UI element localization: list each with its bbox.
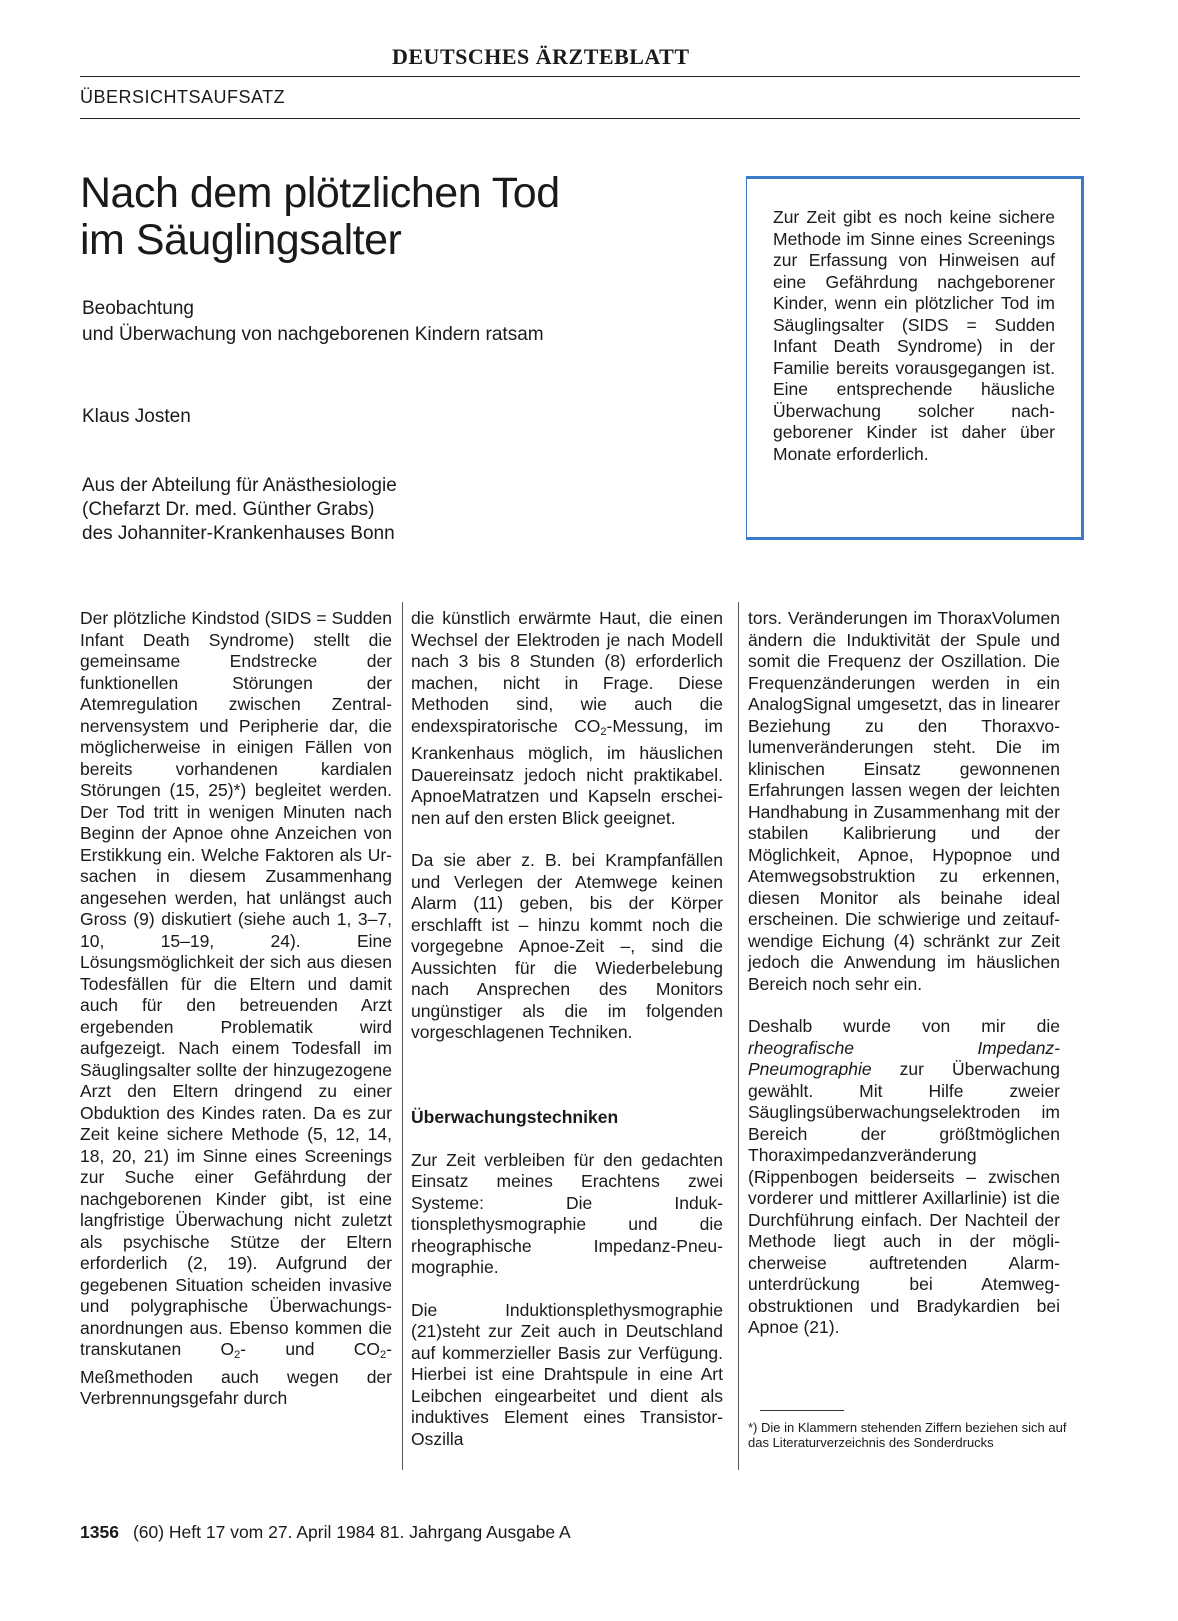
footnote: *) Die in Klammern stehenden Ziffern beziehen sich auf das Literaturverzeichnis des Sonderdrucks <box>748 1420 1067 1450</box>
header-rule-top <box>80 76 1080 77</box>
body-column-2 <box>411 608 723 1471</box>
abstract-text: Zur Zeit gibt es noch keine sichere Methode im Sinne eines Screenings zur Erfassung von Hinweisen auf eine Gefährdung nachgeborener Kinder, wenn ein plötzlicher Tod im Säuglingsalter (SIDS = Sudden Infant Death Syndrome) in der Familie bereits vorausgegangen ist. Eine entsprechende häusliche Überwachung solcher nachgeborener Kinder ist daher über Monate erforderlich. <box>773 207 1055 464</box>
paragraph <box>748 1016 1060 1339</box>
column-divider-2 <box>738 602 739 1470</box>
paragraph <box>80 608 392 1410</box>
section-label: ÜBERSICHTSAUFSATZ <box>80 87 286 107</box>
affiliation-line-3: des Johanniter-Krankenhauses Bonn <box>82 523 395 544</box>
text-run: - und CO <box>240 1339 381 1359</box>
subscript: 2 <box>234 1349 241 1361</box>
body-column-3 <box>748 608 1060 1360</box>
text-run: Der plötzliche Kindstod (SIDS = Sudden Infant Death Syndrome) stellt die gemeinsame Endstrecke der funktionellen Störungen der Atemregulation zwischen Zentralnervensystem und Peripherie dar, die möglicherweise in einigen Fällen von bereits vorhandenen kardialen Störungen (15, 25)*) begleitet werden. Der Tod tritt in wenigen Minuten nach Beginn der Apnoe ohne Anzeichen von Erstikkung ein. Welche Faktoren als Ursachen in diesem Zusammenhang angesehen werden, hat unlängst auch Gross (9) diskutiert (siehe auch 1, 3–7, 10, 15–19, 24). Eine Lösungsmöglichkeit der sich aus diesen Todesfällen für die Eltern und damit auch für den betreuenden Arzt ergebenden Problematik wird aufgezeigt. Nach einem Todesfall im Säuglingsalter sollte der hinzugezogene Arzt den Eltern dringend zu einer Obduktion des Kindes raten. Da es zur Zeit keine sichere Methode (5, 12, 14, 18, 20, 21) im Sinne eines Screenings zur Suche einer Gefährdung der nachgeborenen Kinder gibt, ist eine langfristige Überwachung nicht zuletzt als psychische Stütze der Eltern erforderlich (2, 19). Aufgrund der gegebenen Situation scheiden invasive und polygraphische Überwachungsanordnungen aus. Ebenso kommen die transkutanen O <box>80 608 392 1359</box>
subtitle-line-2: und Überwachung von nachgeborenen Kindern ratsam <box>82 324 544 345</box>
affiliation-line-2: (Chefarzt Dr. med. Günther Grabs) <box>82 499 375 520</box>
section-heading: Überwachungstechniken <box>411 1107 619 1127</box>
subtitle-line-1: Beobachtung <box>82 298 194 319</box>
paragraph <box>411 608 723 829</box>
footnote-rule <box>760 1410 844 1411</box>
text-run: -Meßmethoden auch wegen der Verbrennungsgefahr durch <box>80 1339 392 1408</box>
text-run: die künstlich erwärmte Haut, die einen Wechsel der Elektroden je nach Modell nach 3 bis 8 Stunden (8) erforderlich machen, nicht in Frage. Diese Methoden sind, wie auch die endexspiratorische CO <box>411 608 723 736</box>
emphasis: rheografische Impedanz-Pneumographie <box>748 1037 1060 1079</box>
author-affiliation <box>82 474 642 546</box>
paragraph: Die Induktionsplethysmographie (21)steht zur Zeit auch in Deutschland auf kommerzieller Basis zur Verfügung. Hierbei ist eine Drahtspule in eine Art Leibchen eingearbeitet und dient als induktives Element eines Transistor-Oszilla <box>411 1299 723 1449</box>
abstract-box <box>746 176 1084 540</box>
paragraph: Zur Zeit verbleiben für den gedachten Einsatz meines Erachtens zwei Systeme: Die Induktionsplethysmographie und die rheographische Impedanz-Pneumographie. <box>411 1149 723 1277</box>
article-title <box>80 170 700 264</box>
text-run: zur Überwachung gewählt. Mit Hilfe zweier Säuglingsüberwachungselektroden im Bereich der größtmöglichen Thoraximpedanzveränderung (Rippenbogen beiderseits – zwischen vorderer und mittlerer Axillarlinie) ist die Durchführung einfach. Der Nachteil der Methode liegt auch in der möglicherweise auftretenden Alarmunterdrückung bei Atemwegobstruktionen und Bradykardien bei Apnoe (21). <box>748 1059 1060 1337</box>
header-rule-bottom <box>80 118 1080 119</box>
article-subtitle <box>82 296 702 348</box>
page-footer <box>80 1522 571 1543</box>
body-column-1 <box>80 608 392 1431</box>
author-name: Klaus Josten <box>82 406 191 427</box>
issue-info: (60) Heft 17 vom 27. April 1984 81. Jahrgang Ausgabe A <box>132 1522 571 1542</box>
journal-masthead: DEUTSCHES ÄRZTEBLATT <box>392 44 690 69</box>
paragraph: Da sie aber z. B. bei Krampfanfällen und Verlegen der Atemwege keinen Alarm (11) geben, bis der Körper erschlafft ist – hinzu kommt noch die vorgegebne Apnoe-Zeit –, sind die Aussichten für die Wiederbelebung nach Ansprechen des Monitors ungünstiger als die im folgenden vorgeschlagenen Techniken. <box>411 850 723 1042</box>
column-divider-1 <box>402 602 403 1470</box>
affiliation-line-1: Aus der Abteilung für Anästhesiologie <box>82 475 397 496</box>
page-number: 1356 <box>80 1522 119 1542</box>
text-run: -Messung, im Krankenhaus möglich, im häuslichen Dauereinsatz jedoch nicht praktikabel. ApnoeMatratzen und Kapseln erscheinen auf den ersten Blick geeignet. <box>411 715 723 828</box>
text-run: Deshalb wurde von mir die <box>748 1016 1060 1036</box>
paragraph: tors. Veränderungen im ThoraxVolumen ändern die Induktivität der Spule und somit die Frequenz der Oszillation. Die Frequenzänderungen werden in ein AnalogSignal umgesetzt, das in linearer Beziehung zu den Thoraxvolumenveränderungen steht. Die im klinischen Einsatz gewonnenen Erfahrungen lassen wegen der leichten Handhabung in Zusammenhang mit der stabilen Kalibrierung und der Möglichkeit, Apnoe, Hypopnoe und Atemwegsobstruktion zu erkennen, diesen Monitor als beinahe ideal erscheinen. Die schwierige und zeitaufwendige Eichung (4) schränkt zur Zeit jedoch die Anwendung im häuslichen Bereich noch sehr ein. <box>748 608 1060 994</box>
title-line-1: Nach dem plötzlichen Tod <box>80 169 560 217</box>
subscript: 2 <box>600 725 607 738</box>
subscript: 2 <box>380 1349 387 1361</box>
title-line-2: im Säuglingsalter <box>80 216 402 264</box>
